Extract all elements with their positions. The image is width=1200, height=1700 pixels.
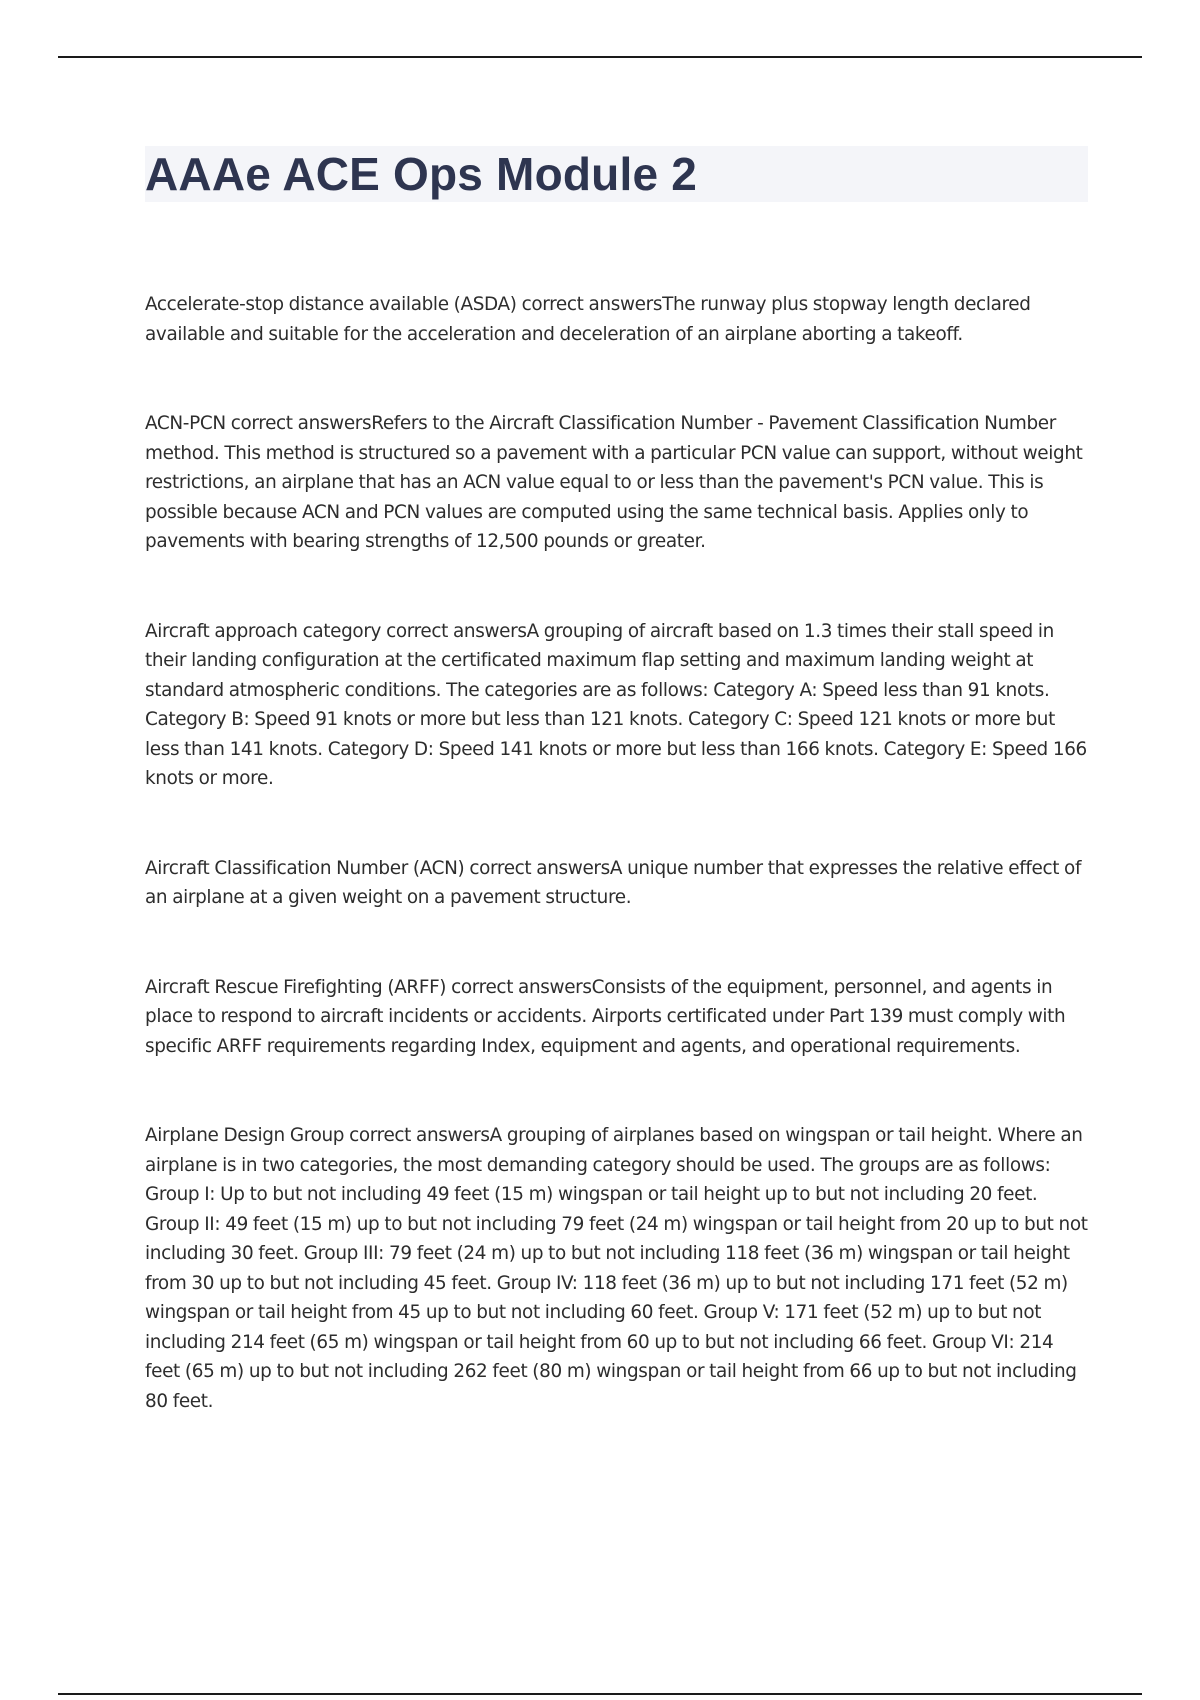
entry-design-group: Airplane Design Group correct answersA grouping of airplanes based on wingspan or tail height. Where an airplane is in two categories, the most demanding category should be used. The groups are as follows: Group I: Up to but not including 49 feet (15 m) wingspan or tail height up to but not including 20 feet. Group II: 49 feet (15 m) up to but not including 79 feet (24 m) wingspan or tail height from 20 up to but not including 30 feet. Group III: 79 feet (24 m) up to but not including 118 feet (36 m) wingspan or tail height from 30 up to but not including 45 feet. Group IV: 118 feet (36 m) up to but not including 171 feet (52 m) wingspan or tail height from 45 up to but not including 60 feet. Group V: 171 feet (52 m) up to but not including 214 feet (65 m) wingspan or tail height from 60 up to but not including 66 feet. Group VI: 214 feet (65 m) up to but not including 262 feet (80 m) wingspan or tail height from 66 up to but not including 80 feet. — [145, 1125, 1088, 1412]
top-divider — [58, 56, 1142, 58]
bottom-divider — [58, 1693, 1142, 1695]
entry-approach-category: Aircraft approach category correct answersA grouping of aircraft based on 1.3 times their stall speed in their landing configuration at the certificated maximum flap setting and maximum landing weight at standard atmospheric conditions. The categories are as follows: Category A: Speed less than 91 knots. Category B: Speed 91 knots or more but less than 121 knots. Category C: Speed 121 knots or more but less than 141 knots. Category D: Speed 141 knots or more but less than 166 knots. Category E: Speed 166 knots or more. — [145, 620, 1087, 789]
page-title: AAAe ACE Ops Module 2 — [145, 148, 697, 200]
entry-arff: Aircraft Rescue Firefighting (ARFF) correct answersConsists of the equipment, personnel, and agents in place to respond to aircraft incidents or accidents. Airports certificated under Part 139 must comply with specific ARFF requirements regarding Index, equipment and agents, and operational requirements. — [145, 976, 1066, 1057]
entry-asda: Accelerate-stop distance available (ASDA) correct answersThe runway plus stopway length declared available and suitable for the acceleration and deceleration of an airplane aborting a takeoff. — [145, 294, 1031, 345]
entry-list — [145, 290, 1090, 1476]
entry-acn: Aircraft Classification Number (ACN) correct answersA unique number that expresses the relative effect of an airplane at a given weight on a pavement structure. — [145, 857, 1082, 908]
entry-acn-pcn: ACN-PCN correct answersRefers to the Aircraft Classification Number - Pavement Classification Number method. This method is structured so a pavement with a particular PCN value can support, without weight restrictions, an airplane that has an ACN value equal to or less than the pavement's PCN value. This is possible because ACN and PCN values are computed using the same technical basis. Applies only to pavements with bearing strengths of 12,500 pounds or greater. — [145, 413, 1083, 552]
